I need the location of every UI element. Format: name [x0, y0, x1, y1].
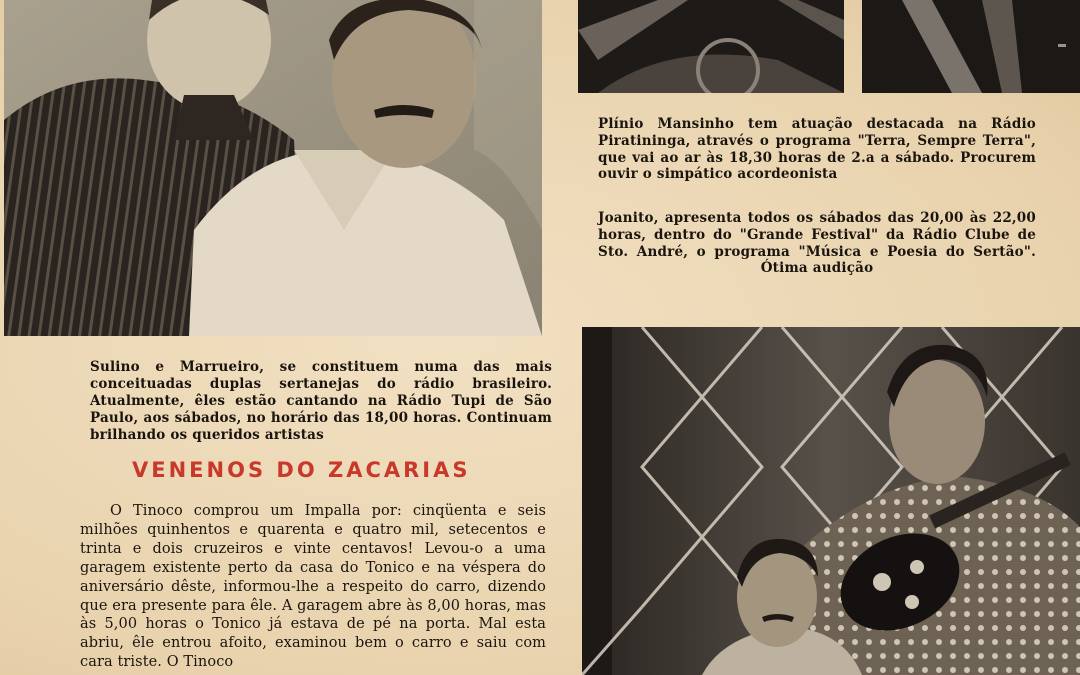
joanito-caption-text: Joanito, apresenta todos os sábados das 20,00 às 22,00 horas, dentro do "Grande Festival" da Rádio Clube de Sto. André, o programa "Música e Poesia do Sertão". Ótima audição [598, 210, 1036, 277]
plinio-caption [598, 116, 1036, 183]
joanito-caption [598, 210, 1036, 277]
plinio-photo-right [862, 0, 1080, 93]
article-title: VENENOS DO ZACARIAS [132, 458, 471, 482]
joanito-photo [582, 327, 1080, 675]
duo-photo [4, 0, 542, 336]
plinio-caption-text: Plínio Mansinho tem atuação destacada na Rádio Piratininga, através o programa "Terra, Sempre Terra", que vai ao ar às 18,30 horas de 2.a a sábado. Procurem ouvir o simpático acordeonista [598, 116, 1036, 183]
duo-caption [90, 359, 552, 444]
article-body [80, 502, 546, 672]
plinio-photo-left [578, 0, 844, 93]
article-body-text: O Tinoco comprou um Impalla por: cinqüenta e seis milhões quinhentos e quarenta e quatro mil, setecentos e trinta e dois cruzeiros e vinte centavos! Levou-o a uma garagem existente perto da casa do Tonico e na véspera do aniversário dêste, informou-lhe a respeito do carro, dizendo que era presente para êle. A garagem abre às 8,00 horas, mas às 5,00 horas o Tonico já estava de pé na porta. Mal esta abriu, êle entrou afoito, examinou bem o carro e saiu com cara triste. O Tinoco [80, 503, 546, 671]
duo-caption-text: Sulino e Marrueiro, se constituem numa das mais conceituadas duplas sertanejas do rádio brasileiro. Atualmente, êles estão cantando na Rádio Tupi de São Paulo, aos sábados, no horário das 18,00 horas. Continuam brilhando os queridos artistas [90, 359, 552, 443]
